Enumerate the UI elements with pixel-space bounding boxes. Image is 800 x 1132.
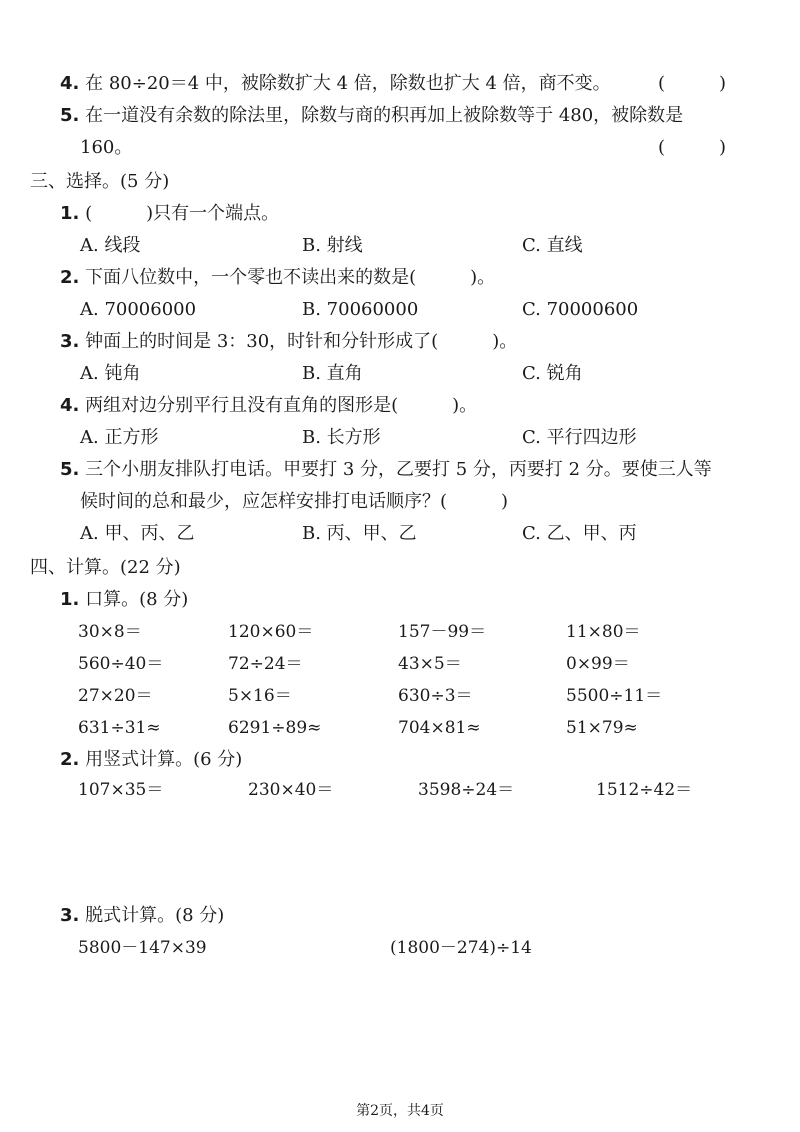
oral-item: 631÷31≈ [78,718,161,738]
oral-item: 51×79≈ [566,718,638,738]
oral-item: 27×20＝ [78,686,153,706]
choice-question-2 [60,266,495,290]
question-text: 三个小朋友排队打电话。甲要打 3 分，乙要打 5 分，丙要打 2 分。要使三人等 [85,459,712,480]
answer-blank[interactable]: ( ) [658,73,727,94]
judge-question-5 [60,104,683,128]
question-number: 2. [60,749,80,770]
oral-item: 0×99＝ [566,654,630,674]
question-number: 1. [60,589,80,610]
option-a[interactable]: A. 70006000 [80,299,197,320]
question-text: 两组对边分别平行且没有直角的图形是( )。 [85,395,478,416]
judge-question-4 [60,72,611,96]
vertical-item: 3598÷24＝ [418,780,515,800]
option-b[interactable]: B. 70060000 [302,299,419,320]
option-a[interactable]: A. 线段 [80,235,141,256]
question-text: 下面八位数中，一个零也不读出来的数是( )。 [85,267,496,288]
vertical-item: 1512÷42＝ [596,780,693,800]
option-a[interactable]: A. 甲、丙、乙 [80,523,195,544]
answer-blank[interactable]: ( ) [658,137,727,158]
option-c[interactable]: C. 平行四边形 [522,427,637,448]
option-b[interactable]: B. 直角 [302,363,363,384]
subsection-title: 口算。(8 分) [85,589,189,610]
question-number: 2. [60,267,80,288]
question-text-continued: 候时间的总和最少，应怎样安排打电话顺序？( ) [80,491,509,512]
option-b[interactable]: B. 长方形 [302,427,381,448]
oral-item: 11×80＝ [566,622,641,642]
oral-item: 5×16＝ [228,686,292,706]
vertical-item: 107×35＝ [78,780,164,800]
option-c[interactable]: C. 直线 [522,235,583,256]
option-b[interactable]: B. 射线 [302,235,363,256]
section-title: 三、选择。(5 分) [30,171,170,192]
question-number: 3. [60,331,80,352]
question-text: ( )只有一个端点。 [85,203,280,224]
section-title: 四、计算。(22 分) [30,557,181,578]
page-footer: 第2页，共4页 [356,1103,444,1119]
oral-item: 704×81≈ [398,718,481,738]
question-text: 在 80÷20＝4 中，被除数扩大 4 倍，除数也扩大 4 倍，商不变。 [85,73,611,94]
detach-item: 5800－147×39 [78,938,207,958]
detach-item: (1800－274)÷14 [390,938,532,958]
subsection-vertical [60,748,242,772]
question-text: 钟面上的时间是 3：30，时针和分针形成了( )。 [85,331,518,352]
option-c[interactable]: C. 70000600 [522,299,639,320]
choice-question-5 [60,458,712,482]
oral-item: 43×5＝ [398,654,462,674]
oral-item: 6291÷89≈ [228,718,322,738]
oral-item: 30×8＝ [78,622,142,642]
question-number: 5. [60,105,80,126]
subsection-oral [60,588,188,612]
oral-item: 630÷3＝ [398,686,473,706]
oral-item: 560÷40＝ [78,654,164,674]
oral-item: 157－99＝ [398,622,487,642]
subsection-title: 用竖式计算。(6 分) [85,749,243,770]
option-b[interactable]: B. 丙、甲、乙 [302,523,417,544]
question-number: 4. [60,73,80,94]
question-number: 4. [60,395,80,416]
vertical-item: 230×40＝ [248,780,334,800]
choice-question-3 [60,330,517,354]
oral-item: 120×60＝ [228,622,314,642]
option-a[interactable]: A. 钝角 [80,363,141,384]
subsection-detach [60,904,224,928]
option-c[interactable]: C. 乙、甲、丙 [522,523,637,544]
question-text: 在一道没有余数的除法里，除数与商的积再加上被除数等于 480，被除数是 [85,105,684,126]
question-text-continued: 160。 [80,137,133,158]
question-number: 3. [60,905,80,926]
choice-question-4 [60,394,477,418]
option-c[interactable]: C. 锐角 [522,363,583,384]
question-number: 1. [60,203,80,224]
subsection-title: 脱式计算。(8 分) [85,905,225,926]
oral-item: 5500÷11＝ [566,686,663,706]
option-a[interactable]: A. 正方形 [80,427,159,448]
choice-question-1 [60,202,279,226]
oral-item: 72÷24＝ [228,654,303,674]
question-number: 5. [60,459,80,480]
